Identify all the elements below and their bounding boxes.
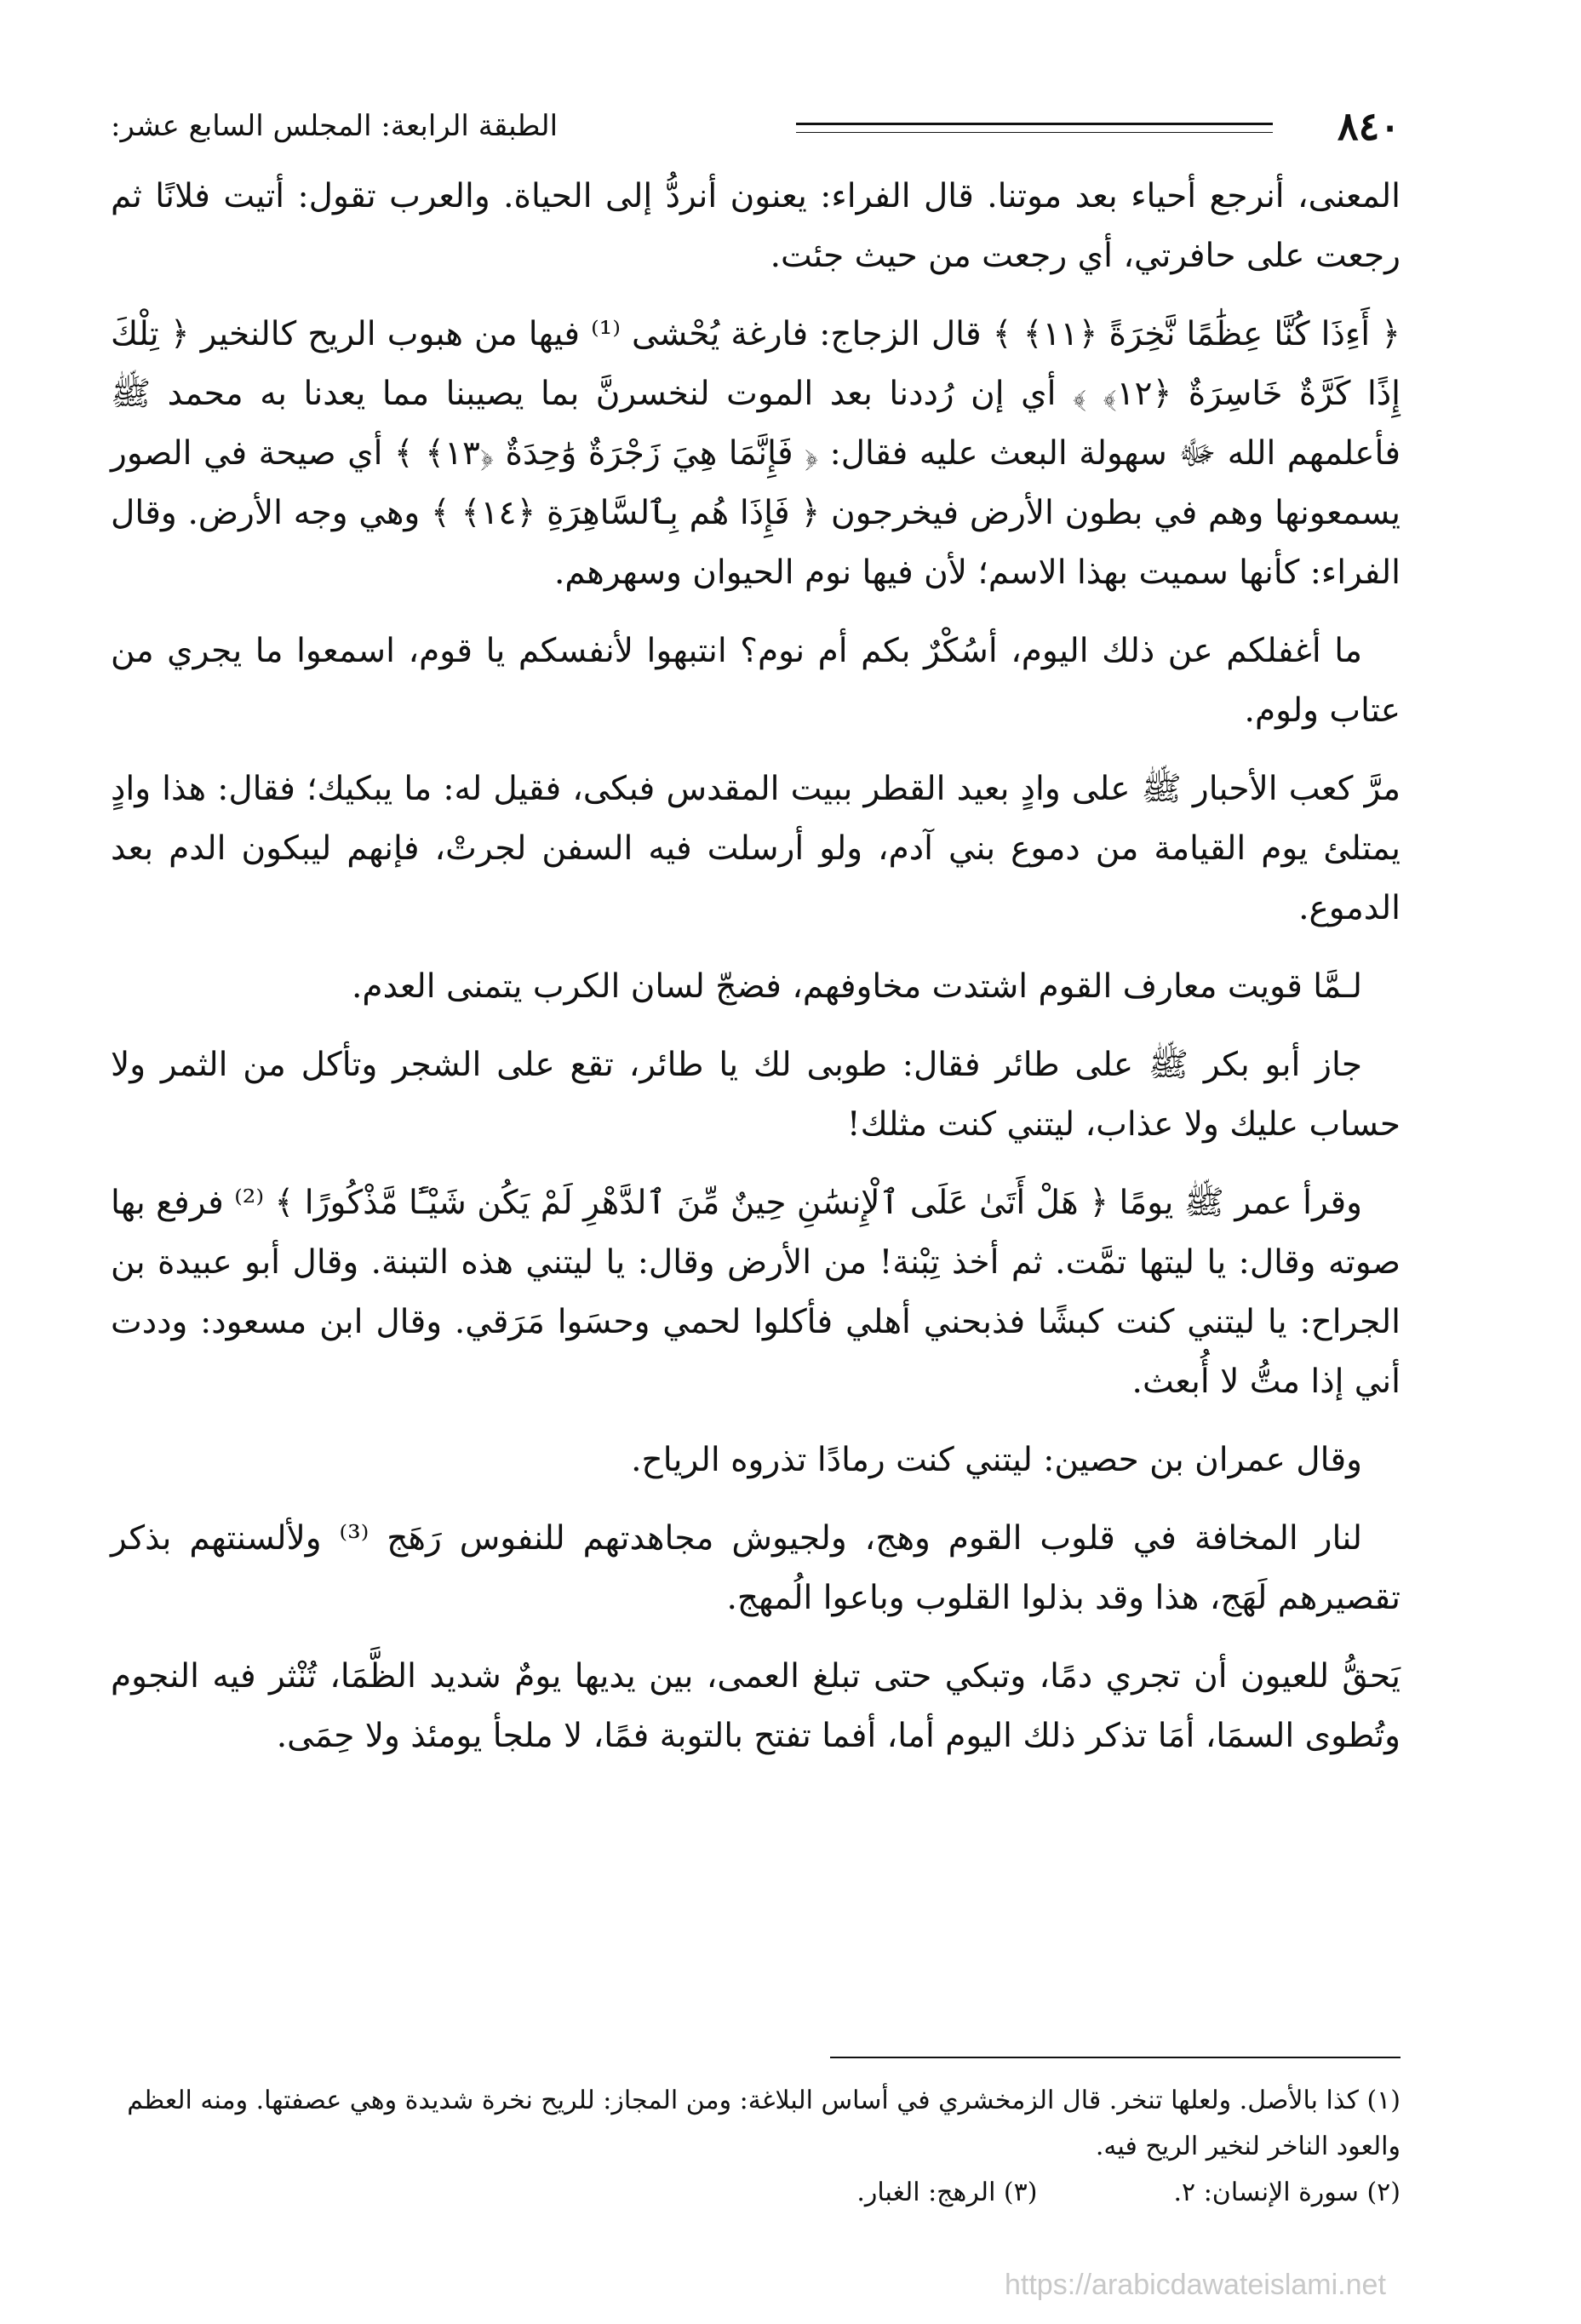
page-header <box>111 100 1401 152</box>
footnote: (٣) الرهج: الغبار. <box>856 2178 1038 2207</box>
paragraph: وقرأ عمر ﷺ يومًا ﴿ هَلْ أَتَىٰ عَلَى ٱلْإِنسَٰنِ حِينٌ مِّنَ ٱلدَّهْرِ لَمْ يَكُن شَيْـًٔا مَّذْكُورًا ﴾ ⁽²⁾ فرفع بها صوته وقال: يا ليتها تمَّت. ثم أخذ تِبْنة! من الأرض وقال: يا ليتني هذه التبنة. وقال أبو عبيدة بن الجراح: يا ليتني كنت كبشًا فذبحني أهلي فأكلوا لحمي وحسَوا مَرَقي. وقال ابن مسعود: وددت أني إذا متُّ لا أُبعث. <box>111 1184 1401 1401</box>
footnote: (١) كذا بالأصل. ولعلها تنخر. قال الزمخشري في أساس البلاغة: ومن المجاز: للريح نخرة شديدة وهي عصفتها. ومنه العظم والعود الناخر لنخير الريح فيه. <box>127 2086 1401 2161</box>
running-title: الطبقة الرابعة: المجلس السابع عشر: <box>111 109 559 143</box>
paragraph: لـمَّا قويت معارف القوم اشتدت مخاوفهم، فضجّ لسان الكرب يتمنى العدم. <box>352 967 1362 1006</box>
footnotes <box>111 2078 1401 2216</box>
main-text <box>111 167 1401 1785</box>
paragraph: لنار المخافة في قلوب القوم وهج، ولجيوش مجاهدتهم للنفوس رَهَج ⁽³⁾ ولألسنتهم بذكر تقصيرهم لَهَج، هذا وقد بذلوا القلوب وباعوا الُمهج. <box>111 1519 1401 1617</box>
paragraph: ما أغفلكم عن ذلك اليوم، أسُكْرٌ بكم أم نوم؟ انتبهوا لأنفسكم يا قوم، اسمعوا ما يجري من عتاب ولوم. <box>111 632 1401 730</box>
paragraph: وقال عمران بن حصين: ليتني كنت رمادًا تذروه الرياح. <box>631 1441 1362 1479</box>
paragraph: المعنى، أنرجع أحياء بعد موتنا. قال الفراء: يعنون أنردُّ إلى الحياة. والعرب تقول: أتيت فلانًا ثم رجعت على حافرتي، أي رجعت من حيث جئت. <box>111 177 1401 275</box>
header-rule <box>796 123 1273 133</box>
footnote-row <box>111 2170 1401 2216</box>
paragraph: جاز أبو بكر ﷺ على طائر فقال: طوبى لك يا طائر، تقع على الشجر وتأكل من الثمر ولا حساب عليك ولا عذاب، ليتني كنت مثلك! <box>111 1046 1401 1144</box>
footnote-separator <box>830 2057 1401 2058</box>
paragraph: ﴿ أَءِذَا كُنَّا عِظَٰمًا نَّخِرَةً ﴿١١﴾ ﴾ قال الزجاج: فارغة يُحْشى ⁽¹⁾ فيها من هبوب الريح كالنخير ﴿ تِلْكَ إِذًا كَرَّةٌ خَاسِرَةٌ ﴿١٢﴾ ﴾ أي إن رُددنا بعد الموت لنخسرنَّ بما يصيبنا مما يعدنا به محمد ﷺ فأعلمهم الله ﷻ سهولة البعث عليه فقال: ﴿ فَإِنَّمَا هِيَ زَجْرَةٌ وَٰحِدَةٌ ﴿١٣﴾ ﴾ أي صيحة في الصور يسمعونها وهم في بطون الأرض فيخرجون ﴿ فَإِذَا هُم بِٱلسَّاهِرَةِ ﴿١٤﴾ ﴾ وهي وجه الأرض. وقال الفراء: كأنها سميت بهذا الاسم؛ لأن فيها نوم الحيوان وسهرهم. <box>111 315 1401 592</box>
page-number: ٨٤٠ <box>1337 103 1401 149</box>
footnote: (٢) سورة الإنسان: ٢. <box>1173 2178 1401 2207</box>
paragraph: يَحقُّ للعيون أن تجري دمًا، وتبكي حتى تبلغ العمى، بين يديها يومٌ شديد الظَّمَا، تُنْثر فيه النجوم وتُطوى السمَا، أمَا تذكر ذلك اليوم أما، أفما تفتح بالتوبة فمًا، لا ملجأ يومئذ ولا حِمَى. <box>111 1657 1401 1755</box>
paragraph: مرَّ كعب الأحبار ﷺ على وادٍ بعيد القطر ببيت المقدس فبكى، فقيل له: ما يبكيك؛ فقال: هذا وادٍ يمتلئ يوم القيامة من دموع بني آدم، ولو أرسلت فيه السفن لجرتْ، فإنهم ليبكون الدم بعد الدموع. <box>111 770 1401 927</box>
watermark-url: https://arabicdawateislami.net <box>1005 2269 1386 2301</box>
